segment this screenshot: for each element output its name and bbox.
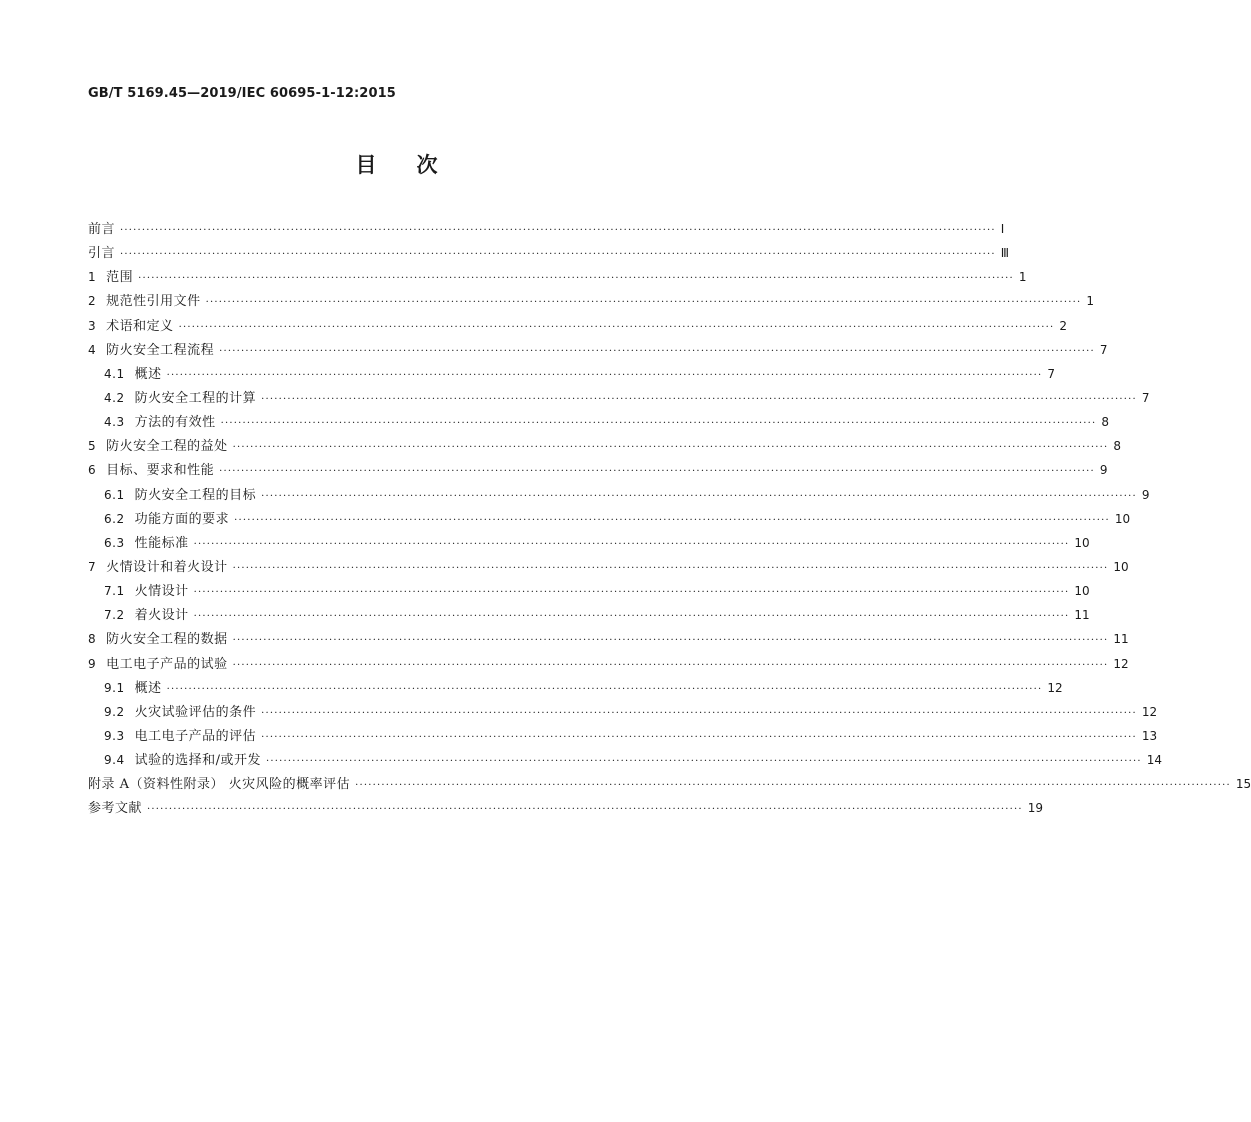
toc-dot-leader: ········································································································································································································ (166, 683, 1043, 695)
toc-entry-label (104, 677, 162, 696)
toc-entry-number: 9.2 (104, 704, 125, 719)
toc-entry-text: 术语和定义 (106, 318, 174, 334)
toc-entry[interactable] (88, 580, 1090, 604)
toc-entry-text: 电工电子产品的试验 (106, 656, 228, 672)
toc-entry-page: 10 (1074, 584, 1090, 599)
toc-entry-page: 12 (1113, 656, 1129, 671)
toc-entry-text: 防火安全工程的益处 (106, 439, 228, 455)
toc-entry-page: 10 (1113, 559, 1129, 574)
toc-dot-leader: ········································································································································································································ (261, 490, 1137, 502)
toc-entry-label (88, 628, 228, 647)
toc-entry-label (104, 484, 256, 503)
toc-dot-leader: ········································································································································································································ (219, 466, 1095, 478)
toc-dot-leader: ········································································································································································································ (193, 538, 1070, 550)
toc-entry-number: 5 (88, 439, 97, 454)
toc-entry[interactable] (88, 604, 1090, 628)
standard-code-header: GB/T 5169.45—2019/IEC 60695-1-12:2015 (88, 86, 396, 101)
toc-entry-text: 前言 (88, 222, 116, 237)
toc-entry-label (104, 725, 256, 744)
toc-entry-number: 7 (88, 559, 97, 574)
toc-entry-label (88, 797, 142, 816)
toc-entry-number: 6.3 (104, 535, 125, 550)
toc-entry-label (88, 459, 214, 478)
toc-entry-text: 范围 (106, 270, 134, 286)
toc-entry-text: 防火安全工程的计算 (134, 390, 257, 406)
toc-entry-text: 试验的选择和/或开发 (134, 753, 261, 769)
toc-entry-page: 9 (1141, 487, 1150, 502)
page-title: 目次 (355, 153, 478, 177)
toc-dot-leader: ········································································································································································································ (232, 562, 1109, 574)
toc-entry-label (104, 701, 256, 720)
toc-entry-page: 8 (1113, 439, 1122, 454)
toc-entry-number: 9.3 (104, 728, 125, 743)
toc-entry[interactable] (88, 435, 1122, 459)
toc-entry-number: 9.4 (104, 753, 125, 768)
toc-entry[interactable] (88, 459, 1108, 483)
toc-entry[interactable] (88, 218, 1005, 242)
toc-entry[interactable] (88, 387, 1150, 411)
toc-entry-number: 6 (88, 463, 97, 478)
toc-entry-number: 4 (88, 342, 97, 357)
toc-entry-number: 4.1 (104, 366, 125, 381)
toc-entry-text: 功能方面的要求 (134, 511, 230, 527)
toc-dot-leader: ········································································································································································································ (220, 418, 1097, 430)
toc-entry-text: 概述 (134, 366, 162, 382)
toc-dot-leader: ········································································································································································································ (234, 514, 1110, 526)
toc-entry-label (88, 290, 201, 309)
toc-entry[interactable] (88, 773, 1251, 797)
toc-entry-text: 性能标准 (134, 535, 189, 551)
toc-entry-label (88, 242, 115, 261)
toc-entry-number: 9 (88, 656, 97, 671)
toc-entry[interactable] (88, 484, 1150, 508)
toc-entry-label (88, 315, 174, 334)
toc-entry-number: 7.2 (104, 608, 125, 623)
toc-entry[interactable] (88, 315, 1068, 339)
toc-entry-page: 15 (1235, 777, 1251, 792)
toc-entry-text: 目标、要求和性能 (106, 463, 215, 479)
toc-entry-page: 7 (1141, 390, 1150, 405)
toc-entry[interactable] (88, 363, 1055, 387)
toc-dot-leader: ········································································································································································································ (138, 273, 1014, 285)
toc-entry-label (88, 339, 214, 358)
toc-entry[interactable] (88, 677, 1063, 701)
toc-entry-number: 7.1 (104, 584, 125, 599)
toc-entry-text: 方法的有效性 (134, 415, 216, 431)
toc-entry[interactable] (88, 628, 1129, 652)
toc-entry[interactable] (88, 242, 1010, 266)
toc-entry-number: 1 (88, 270, 97, 285)
toc-entry-label (88, 556, 228, 575)
toc-entry-text: 着火设计 (134, 608, 189, 624)
toc-entry-page: Ⅲ (1000, 246, 1010, 261)
toc-entry-text: 规范性引用文件 (106, 294, 201, 310)
toc-entry[interactable] (88, 797, 1044, 821)
toc-entry-page: 10 (1074, 535, 1090, 550)
toc-dot-leader: ········································································································································································································ (261, 707, 1137, 719)
toc-entry-text: 电工电子产品的评估 (134, 728, 257, 744)
toc-entry-label (104, 532, 189, 551)
toc-dot-leader: ········································································································································································································ (147, 804, 1023, 816)
toc-entry[interactable] (88, 508, 1131, 532)
toc-entry-page: 19 (1027, 801, 1044, 816)
toc-entry-label (88, 773, 350, 792)
toc-entry-page: 11 (1074, 608, 1090, 623)
toc-entry-label (104, 363, 162, 382)
toc-dot-leader: ········································································································································································································ (193, 611, 1070, 623)
toc-entry[interactable] (88, 266, 1027, 290)
toc-dot-leader: ········································································································································································································ (166, 369, 1043, 381)
toc-entry-number: 4.2 (104, 390, 125, 405)
toc-entry-page: 14 (1146, 753, 1163, 768)
toc-entry-text: 附录 A（资料性附录） 火灾风险的概率评估 (88, 777, 351, 793)
toc-entry-page: 8 (1101, 415, 1109, 430)
toc-entry-page: 11 (1113, 632, 1129, 647)
toc-entry-label (104, 604, 189, 623)
toc-entry-text: 火情设计和着火设计 (106, 559, 228, 575)
toc-entry-label (104, 387, 256, 406)
toc-entry[interactable] (88, 339, 1108, 363)
toc-dot-leader: ········································································································································································································ (261, 393, 1137, 405)
toc-entry-text: 防火安全工程的目标 (134, 487, 257, 503)
toc-entry-number: 2 (88, 294, 97, 309)
toc-entry-number: 9.1 (104, 680, 125, 695)
toc-entry-number: 4.3 (104, 415, 125, 430)
toc-entry-page: 7 (1099, 342, 1108, 357)
toc-entry[interactable] (88, 701, 1158, 725)
toc-entry-page: 10 (1114, 511, 1131, 526)
toc-entry-number: 6.1 (104, 487, 125, 502)
toc-entry-label (88, 653, 228, 672)
toc-entry[interactable] (88, 532, 1090, 556)
toc-dot-leader: ········································································································································································································ (178, 321, 1055, 333)
toc-dot-leader: ········································································································································································································ (261, 731, 1137, 743)
toc-dot-leader: ········································································································································································································ (232, 635, 1109, 647)
toc-dot-leader: ········································································································································································································ (219, 345, 1095, 357)
toc-entry-page: 12 (1141, 704, 1158, 719)
table-of-contents (88, 218, 1251, 822)
toc-entry-label (104, 580, 189, 599)
toc-entry-number: 8 (88, 632, 97, 647)
toc-entry-page: 1 (1018, 270, 1027, 285)
toc-entry[interactable] (88, 725, 1158, 749)
toc-entry-page: 9 (1099, 463, 1108, 478)
toc-entry-text: 参考文献 (88, 801, 143, 817)
toc-entry-page: 12 (1047, 680, 1063, 695)
toc-entry-page: 2 (1059, 318, 1068, 333)
toc-dot-leader: ········································································································································································································ (232, 659, 1109, 671)
toc-entry-page: 7 (1047, 366, 1055, 381)
toc-dot-leader: ········································································································································································································ (193, 587, 1070, 599)
toc-entry-page: 13 (1141, 728, 1158, 743)
toc-entry-label (104, 508, 229, 527)
toc-entry[interactable] (88, 411, 1109, 435)
toc-dot-leader: ········································································································································································································ (265, 756, 1142, 768)
toc-entry-label (88, 218, 115, 237)
toc-entry-label (104, 749, 261, 768)
toc-dot-leader: ········································································································································································································ (232, 442, 1109, 454)
toc-entry[interactable] (88, 653, 1129, 677)
toc-entry-text: 火灾试验评估的条件 (134, 704, 257, 720)
toc-entry-page: 1 (1086, 294, 1095, 309)
toc-dot-leader: ········································································································································································································ (355, 780, 1231, 792)
toc-entry-text: 引言 (88, 246, 116, 262)
toc-entry-text: 火情设计 (134, 584, 189, 600)
toc-entry-text: 防火安全工程的数据 (106, 632, 228, 648)
toc-entry[interactable] (88, 749, 1163, 773)
toc-entry-text: 防火安全工程流程 (106, 342, 215, 358)
toc-entry-label (88, 435, 228, 454)
toc-entry-label (88, 266, 133, 285)
toc-dot-leader: ········································································································································································································ (120, 249, 996, 261)
toc-entry-page: Ⅰ (1000, 222, 1005, 236)
toc-dot-leader: ········································································································································································································ (205, 297, 1082, 309)
toc-entry-text: 概述 (134, 680, 162, 696)
toc-entry-label (104, 411, 216, 430)
toc-entry-number: 3 (88, 318, 97, 333)
toc-entry[interactable] (88, 290, 1095, 314)
toc-entry[interactable] (88, 556, 1129, 580)
toc-dot-leader: ········································································································································································································ (120, 225, 996, 236)
toc-entry-number: 6.2 (104, 511, 125, 526)
